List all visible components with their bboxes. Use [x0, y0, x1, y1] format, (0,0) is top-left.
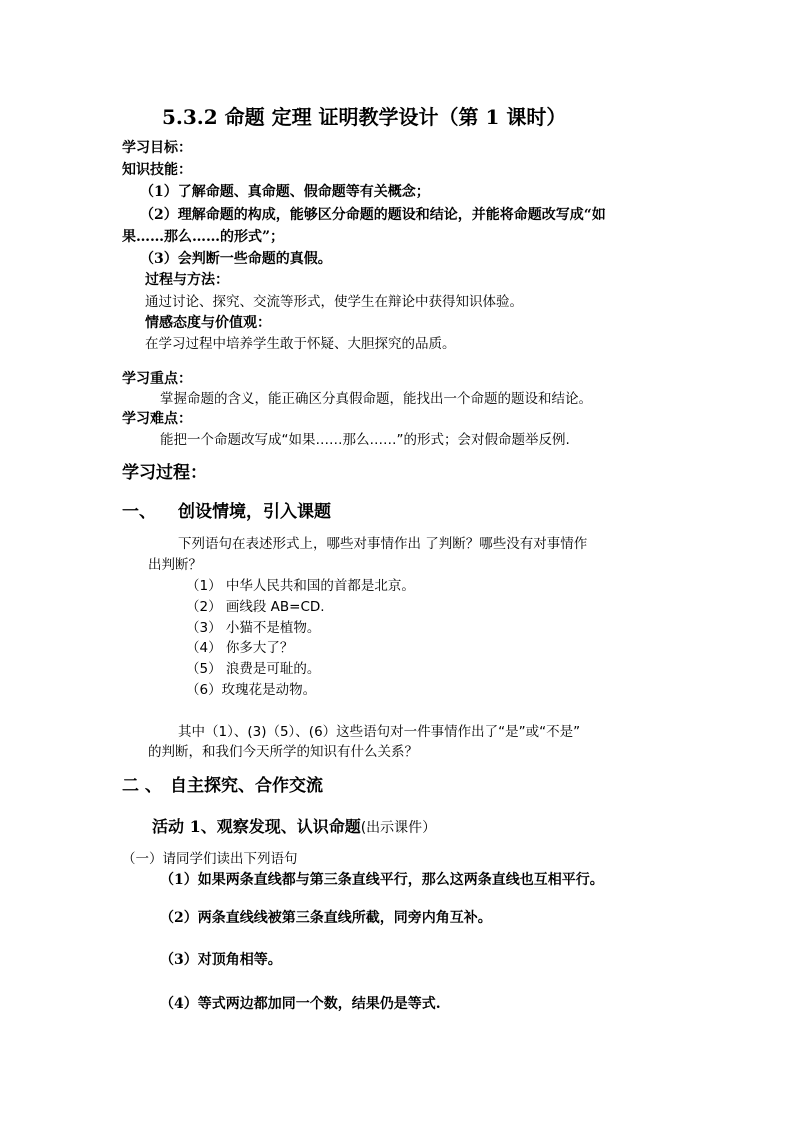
- knowledge-item-3: （3）会判断一些命题的真假。: [140, 251, 332, 267]
- difficulties-text: 能把一个命题改写成“如果……那么……”的形式；会对假命题举反例.: [160, 432, 570, 448]
- sentence-item-6: （6）玫瑰花是动物。: [186, 682, 317, 698]
- key-points-text: 掌握命题的含义，能正确区分真假命题，能找出一个命题的题设和结论。: [160, 391, 592, 407]
- sub-heading-read-sentences: （一）请同学们读出下列语句: [122, 851, 298, 867]
- statement-3: （3）对顶角相等。: [160, 952, 282, 968]
- difficulties-heading: 学习难点：: [122, 411, 192, 427]
- emotion-heading: 情感态度与价值观：: [145, 315, 271, 331]
- page-title: 5.3.2 命题 定理 证明教学设计（第 1 课时）: [162, 105, 567, 129]
- activity-1-title-text: 活动 1、观察发现、认识命题: [152, 817, 361, 836]
- learning-process-heading: 学习过程：: [122, 463, 207, 483]
- sentence-item-1: （1） 中华人民共和国的首都是北京。: [186, 578, 415, 594]
- statement-1: （1）如果两条直线都与第三条直线平行，那么这两条直线也互相平行。: [160, 872, 604, 888]
- knowledge-item-1: （1）了解命题、真命题、假命题等有关概念；: [140, 184, 430, 200]
- sentence-item-4: （4） 你多大了？: [186, 640, 294, 656]
- knowledge-heading: 知识技能：: [122, 162, 192, 178]
- activity-1-title: [152, 815, 436, 840]
- activity-1-note: (出示课件）: [360, 820, 437, 836]
- section-1-intro-line-1: 下列语句在表述形式上，哪些对事情作出 了判断？哪些没有对事情作: [178, 536, 588, 552]
- statement-4: （4）等式两边都加同一个数，结果仍是等式.: [160, 996, 441, 1012]
- sentence-item-5: （5） 浪费是可耻的。: [186, 661, 321, 677]
- section-1-question-line-1: 其中（1）、(3)（5）、(6）这些语句对一件事情作出了“是”或“不是”: [178, 724, 581, 740]
- sentence-item-2: （2） 画线段 AB=CD.: [186, 599, 325, 615]
- sentence-item-3: （3） 小猫不是植物。: [186, 620, 321, 636]
- section-2-title: 自主探究、合作交流: [170, 776, 323, 796]
- section-1-question-line-2: 的判断，和我们今天所学的知识有什么关系？: [148, 744, 418, 760]
- knowledge-item-2-cont: 果……那么……的形式”；: [122, 229, 285, 245]
- process-method-text: 通过讨论、探究、交流等形式，使学生在辩论中获得知识体验。: [145, 294, 523, 310]
- process-method-heading: 过程与方法：: [145, 272, 229, 288]
- section-1-intro-line-2: 出判断？: [148, 557, 202, 573]
- emotion-text: 在学习过程中培养学生敢于怀疑、大胆探究的品质。: [145, 336, 456, 352]
- section-2-number: 二 、: [122, 776, 162, 796]
- objectives-heading: 学习目标：: [122, 140, 192, 156]
- key-points-heading: 学习重点：: [122, 371, 192, 387]
- knowledge-item-2: （2）理解命题的构成，能够区分命题的题设和结论，并能将命题改写成“如: [140, 207, 606, 223]
- section-1-number: 一、: [122, 502, 156, 522]
- section-1-title: 创设情境，引入课题: [178, 502, 331, 522]
- statement-2: （2）两条直线线被第三条直线所截，同旁内角互补。: [160, 910, 492, 926]
